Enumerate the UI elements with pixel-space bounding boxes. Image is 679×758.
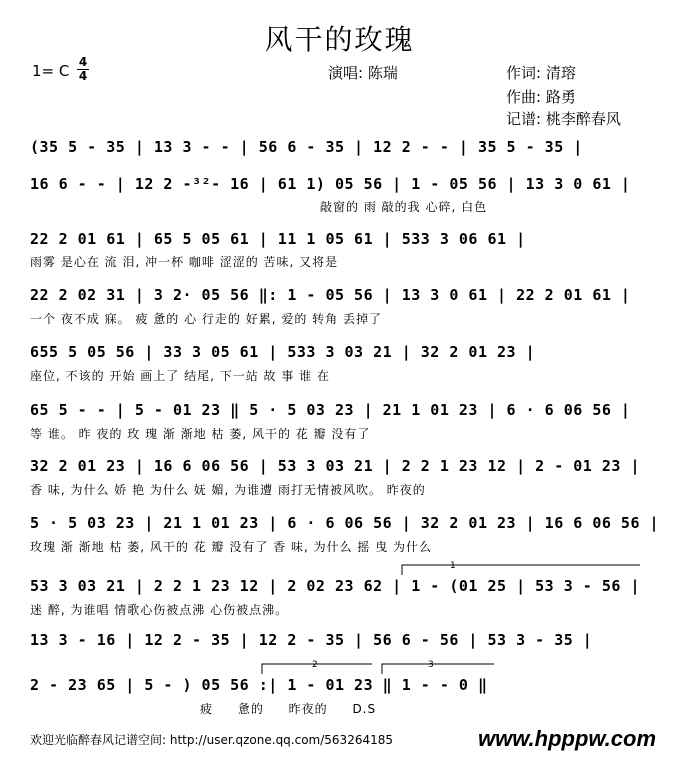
notation-line: 65 5 - - | 5 - 01 23 ‖ 5 · 5 03 23 | 21 1 01 23 | 6 · 6 06 56 | [30, 401, 631, 419]
volta-bracket-3 [382, 664, 494, 674]
notation-line: 32 2 01 23 | 16 6 06 56 | 53 3 03 21 | 2 2 1 23 12 | 2 - 01 23 | [30, 457, 640, 475]
lyricist-credit: 作词: 清瑢 [506, 64, 576, 82]
notation-line: 13 3 - 16 | 12 2 - 35 | 12 2 - 35 | 56 6 - 56 | 53 3 - 35 | [30, 631, 593, 649]
lyric-line: 疲 惫的 昨夜的 D.S [200, 702, 377, 716]
notation-line: 22 2 02 31 | 3 2· 05 56 ‖: 1 - 05 56 | 13 3 0 61 | 22 2 01 61 | [30, 286, 631, 304]
lyric-line: 一个 夜不成 寐。 疲 惫的 心 行走的 好累, 爱的 转角 丢掉了 [30, 312, 382, 326]
notation-line: 53 3 03 21 | 2 2 1 23 12 | 2 02 23 62 | 1 - (01 25 | 53 3 - 56 | [30, 577, 640, 595]
lyric-line: 香 味, 为什么 娇 艳 为什么 妩 媚, 为谁遭 雨打无情被风吹。 昨夜的 [30, 483, 426, 497]
notation-line: 22 2 01 61 | 65 5 05 61 | 11 1 05 61 | 533 3 06 61 | [30, 230, 526, 248]
page-title: 风干的玫瑰 [264, 23, 415, 56]
transcriber-credit: 记谱: 桃李醉春风 [506, 110, 621, 128]
notation-line: 5 · 5 03 23 | 21 1 01 23 | 6 · 6 06 56 | 32 2 01 23 | 16 6 06 56 | [30, 514, 660, 532]
volta-number-3: 3 [428, 660, 434, 670]
time-signature-top: 4 [78, 55, 88, 69]
notation-line: (35 5 - 35 | 13 3 - - | 56 6 - 35 | 12 2 - - | 35 5 - 35 | [30, 138, 583, 156]
notation-line: 655 5 05 56 | 33 3 05 61 | 533 3 03 21 | 32 2 01 23 | [30, 343, 536, 361]
notation-line: 2 - 23 65 | 5 - ) 05 56 :| 1 - 01 23 ‖ 1 - - 0 ‖ [30, 676, 488, 694]
volta-bracket-1 [402, 565, 640, 575]
composer-credit: 作曲: 路勇 [506, 88, 576, 106]
lyric-line: 敲窗的 雨 敲的我 心碎, 白色 [320, 200, 488, 214]
key-signature: 1= C [32, 62, 70, 80]
lyric-line: 等 谁。 昨 夜的 玫 瑰 渐 渐地 枯 萎, 风干的 花 瓣 没有了 [30, 427, 371, 441]
lyric-line: 雨雾 是心在 流 泪, 冲一杯 咖啡 涩涩的 苦味, 又将是 [30, 255, 339, 269]
time-signature-bottom: 4 [78, 69, 88, 83]
watermark-logo: www.hpppw.com [478, 726, 657, 751]
lyric-line: 座位, 不该的 开始 画上了 结尾, 下一站 故 事 谁 在 [30, 369, 330, 383]
lyric-line: 玫瑰 渐 渐地 枯 萎, 风干的 花 瓣 没有了 香 味, 为什么 摇 曳 为什么 [30, 540, 433, 554]
notation-line: 16 6 - - | 12 2 -³²- 16 | 61 1) 05 56 | 1 - 05 56 | 13 3 0 61 | [30, 175, 631, 193]
lyric-line: 迷 醉, 为谁唱 情歌心伤被点沸 心伤被点沸。 [30, 603, 289, 617]
volta-number-2: 2 [312, 660, 318, 670]
footer-text: 欢迎光临醉春风记谱空间: http://user.qzone.qq.com/563264185 [30, 733, 394, 747]
volta-number-1: 1 [450, 561, 456, 571]
singer-credit: 演唱: 陈瑞 [328, 64, 398, 82]
